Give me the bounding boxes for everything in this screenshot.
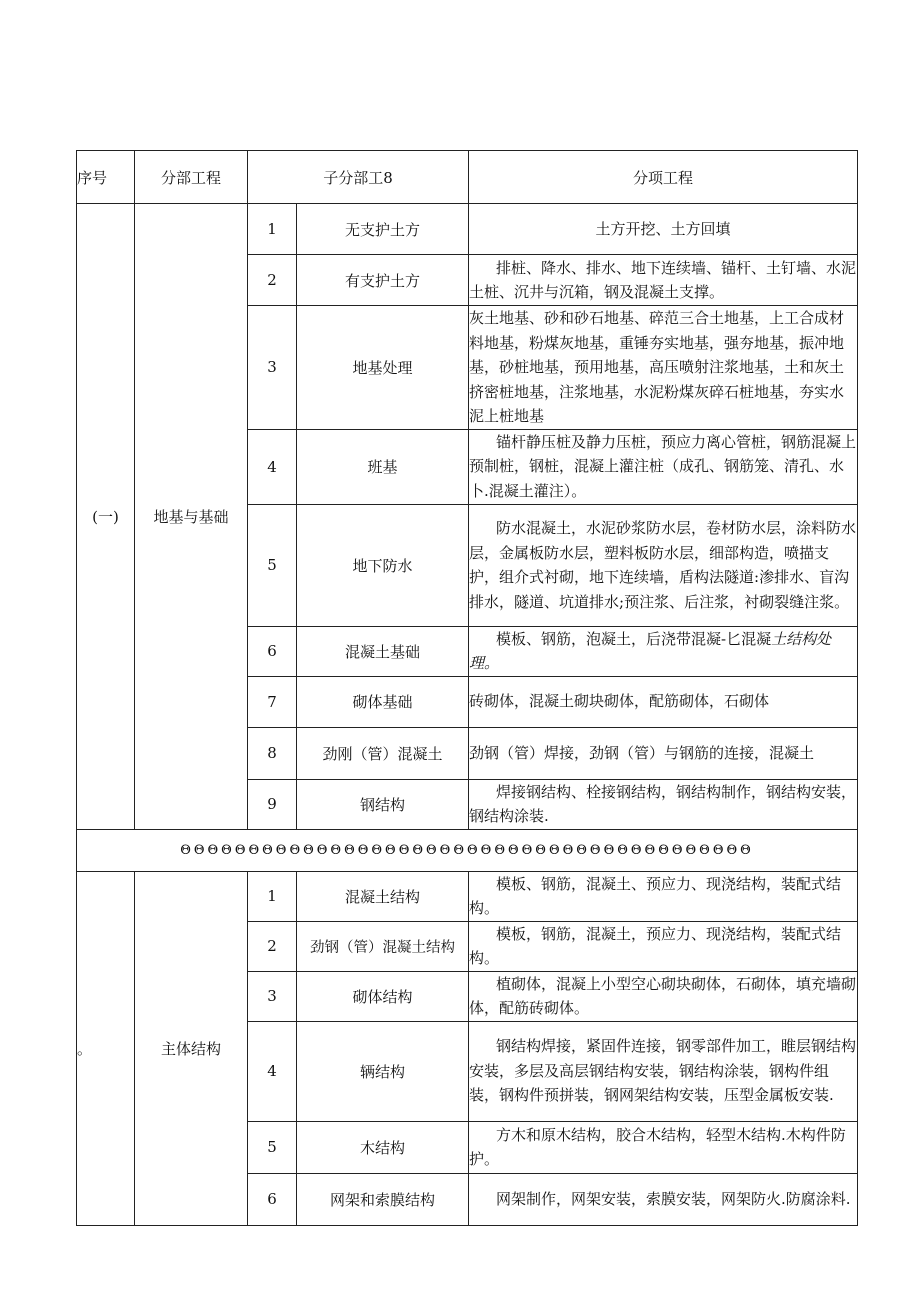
item-description [469,971,858,1021]
division-name: 地基与基础 [135,204,248,830]
section-seq: 。 [77,871,135,1225]
row-number: 4 [248,429,297,504]
row-number: 2 [248,921,297,971]
item-text: 锚杆静压桩及静力压桩，预应力离心管桩，钢筋混凝上预制桩，钢桩，混凝上灌注桩（成孔、钢筋笼、清孔、水卜.混凝土灌注）。 [469,432,857,500]
subdivision-name: 劲刚（管）混凝土 [297,727,469,779]
table-row [77,871,858,921]
row-number: 5 [248,1121,297,1173]
table-row [77,204,858,255]
separator-marks: ΘΘΘΘΘΘΘΘΘΘΘΘΘΘΘΘΘΘΘΘΘΘΘΘΘΘΘΘΘΘΘΘΘΘΘΘΘΘΘΘΘΘ [77,829,858,871]
item-description [469,921,858,971]
row-number: 8 [248,727,297,779]
row-number: 7 [248,676,297,727]
row-number: 6 [248,1173,297,1225]
subdivision-name: 混凝土基础 [297,626,469,676]
item-text: 模板、钢筋，混凝土、预应力、现浇结构，装配式结构。 [469,874,842,917]
row-number: 3 [248,306,297,430]
item-description [469,429,858,504]
row-number: 9 [248,779,297,829]
table-header-row [77,151,858,204]
item-description [469,779,858,829]
row-number: 1 [248,871,297,921]
header-division: 分部工程 [135,151,248,204]
item-text: 方木和原木结构，胶合木结构，轻型木结构.木构件防护。 [469,1125,846,1168]
subdivision-name: 混凝土结构 [297,871,469,921]
item-description [469,255,858,306]
item-text: 排桩、降水、排水、地下连续墙、锚杆、土钉墙、水泥土桩、沉井与沉箱，钢及混凝土支撑。 [469,258,857,301]
item-description: 劲钢（管）焊接，劲钢（管）与钢筋的连接，混凝土 [469,727,858,779]
subdivision-name: 地下防水 [297,504,469,626]
item-description [469,1121,858,1173]
item-text: 模板、钢筋，泡凝土，后浇带混凝-匕混凝 [496,629,772,648]
subdivision-name: 地基处理 [297,306,469,430]
subdivision-name: 钢结构 [297,779,469,829]
item-description [469,626,858,676]
row-number: 3 [248,971,297,1021]
item-description: 土方开挖、土方回填 [469,204,858,255]
subdivision-name: 网架和索膜结构 [297,1173,469,1225]
item-text: 植砌体，混凝上小型空心砌块砌体，石砌体，填充墙砌体，配筋砖砌体。 [469,974,857,1017]
subdivision-name: 有支护土方 [297,255,469,306]
subdivision-name: 无支护土方 [297,204,469,255]
item-text-italic: 土结构处理。 [469,629,832,672]
item-text: 焊接钢结构、栓接钢结构，钢结构制作，钢结构安装，钢结构涂装. [469,782,857,825]
header-items: 分项工程 [469,151,858,204]
subdivision-name: 砌体结构 [297,971,469,1021]
engineering-division-table [76,150,858,1226]
item-text: 网架制作，网架安装，索膜安装，网架防火.防腐涂料. [496,1189,851,1208]
subdivision-name: 辆结构 [297,1021,469,1121]
item-text: 防水混凝土，水泥砂浆防水层，卷材防水层，涂料防水层，金属板防水层，塑料板防水层，细部构造，喷描支护，组介式衬砌，地下连续墙，盾构法隧道:渗排水、盲沟排水，隧道、坑道排水;预注浆、后注浆，衬砌裂缝注浆。 [469,519,857,611]
header-seq: 序号 [77,151,135,204]
subdivision-name: 木结构 [297,1121,469,1173]
row-number: 1 [248,204,297,255]
row-number: 5 [248,504,297,626]
item-description [469,1173,858,1225]
item-description [469,871,858,921]
item-description [469,1021,858,1121]
subdivision-name: 砌体基础 [297,676,469,727]
header-subdivision: 子分部工8 [248,151,469,204]
division-name: 主体结构 [135,871,248,1225]
item-description: 砖砌体，混凝土砌块砌体，配筋砌体，石砌体 [469,676,858,727]
subdivision-name: 班基 [297,429,469,504]
separator-row [77,829,858,871]
item-text: 模板，钢筋，混凝土，预应力、现浇结构，装配式结构。 [469,924,842,967]
section-seq: (一) [77,204,135,830]
item-description: 灰土地基、砂和砂石地基、碎范三合土地基，上工合成材料地基，粉煤灰地基，重锤夯实地基，强夯地基，振冲地基，砂桩地基，预用地基，高压喷射注浆地基，土和灰土挤密桩地基，注浆地基，水泥粉煤灰碎石桩地基，夯实水泥上桩地基 [469,306,858,430]
row-number: 6 [248,626,297,676]
row-number: 2 [248,255,297,306]
row-number: 4 [248,1021,297,1121]
item-text: 钢结构焊接，紧固件连接，钢零部件加工，睢层钢结构安装，多层及高层钢结构安装，钢结构涂装，钢构件组装，钢构件预拼装，钢网架结构安装，压型金属板安装. [469,1037,857,1105]
item-description [469,504,858,626]
subdivision-name: 劲钢（管）混凝土结构 [297,921,469,971]
